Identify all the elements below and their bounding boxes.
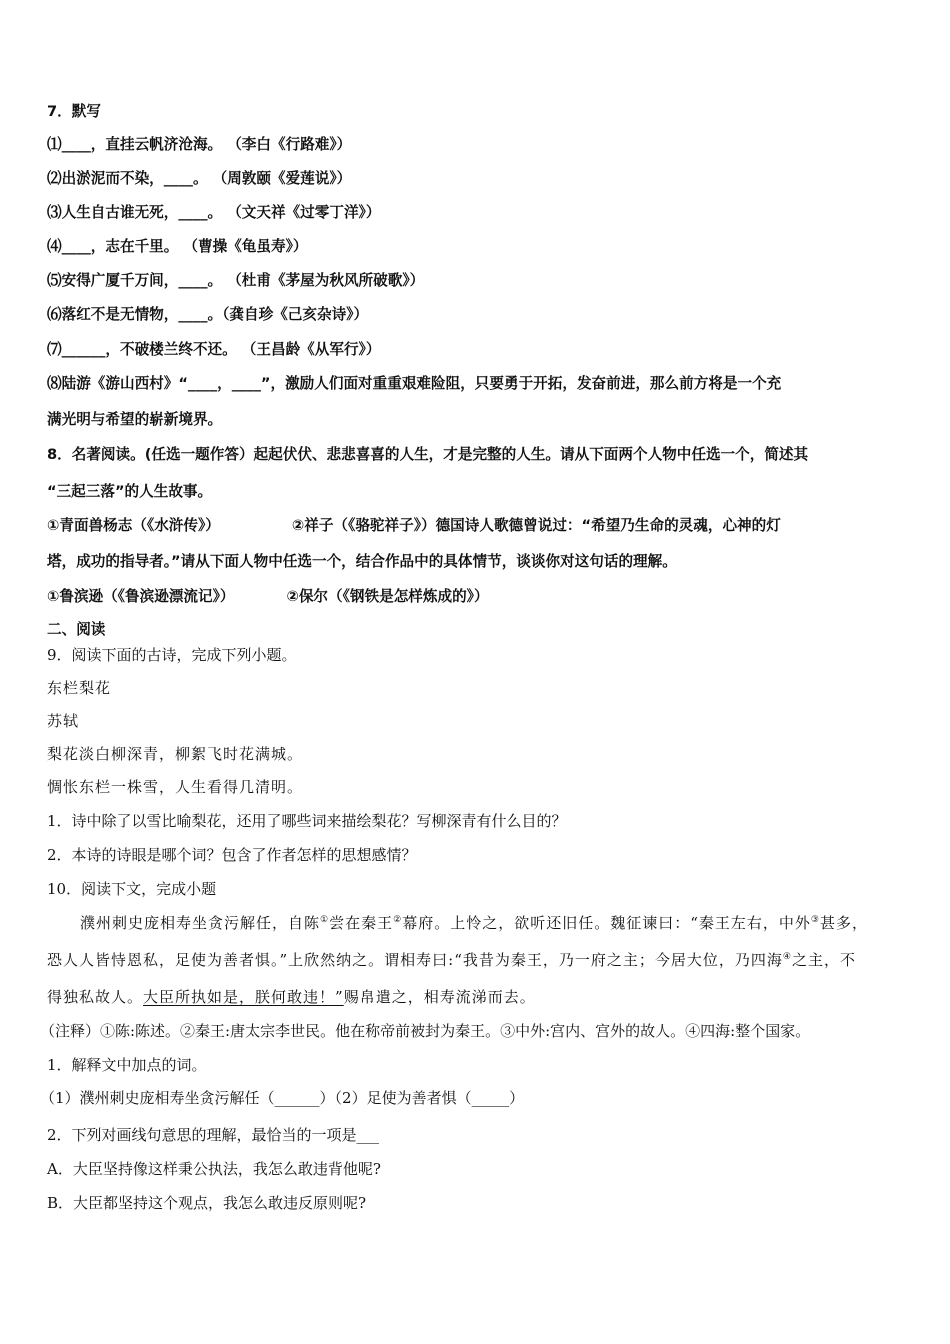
q8-option-yangzhi: ①青面兽杨志（《水浒传》） — [47, 517, 220, 534]
poem-author: 苏轼 — [47, 712, 80, 730]
passage-line-2: 恐人人皆恃恩私，足使为善者惧。”上欣然纳之。谓相寿曰:“我昔为秦王，乃一府之主；今居大位，乃四海④之主，不 — [47, 951, 856, 969]
q8-option-xiangzi: ②祥子（《骆驼祥子》）德国诗人歌德曾说过：“希望乃生命的灵魂，心神的灯 — [291, 517, 781, 534]
q7-item-5: ⑸安得广厦千万间，____。 （杜甫《茅屋为秋风所破歌》） — [47, 272, 425, 289]
q8-line-1: 8．名著阅读。(任选一题作答）起起伏伏、悲悲喜喜的人生，才是完整的人生。请从下面两个人物中任选一个，简述其 — [47, 446, 809, 463]
q7-item-4: ⑷____，志在千里。 （曹操《龟虽寿》） — [47, 238, 308, 255]
poem-verse-2: 惆怅东栏一株雪，人生看得几清明。 — [47, 778, 304, 796]
option-b: B．大臣都坚持这个观点，我怎么敢违反原则呢? — [47, 1194, 367, 1212]
q8-line-4: 塔，成功的指导者。”请从下面人物中任选一个，结合作品中的具体情节，谈谈你对这句话的理解。 — [47, 553, 677, 570]
footnote-mark-4: ④ — [782, 952, 792, 962]
passage-line-3: 得独私故人。大臣所执如是，朕何敢违！”赐帛遣之，相寿流涕而去。 — [47, 988, 536, 1006]
q7-item-7: ⑺______，不破楼兰终不还。 （王昌龄《从军行》） — [47, 341, 381, 358]
q10-sub-1: 1．解释文中加点的词。 — [47, 1056, 207, 1074]
q7-item-3: ⑶人生自古谁无死，____。 （文天祥《过零丁洋》） — [47, 204, 381, 221]
q7-item-6: ⑹落红不是无情物，____。（龚自珍《己亥杂诗》） — [47, 306, 369, 323]
poem-title: 东栏梨花 — [47, 679, 112, 697]
footnote-mark-1: ① — [320, 915, 330, 925]
q10-sub-1-items: （1）濮州刺史庞相寿坐贪污解任（______）（2）足使为善者惧（_____） — [40, 1089, 525, 1107]
q8-line-3 — [47, 516, 781, 536]
q8-line-2: “三起三落”的人生故事。 — [47, 483, 213, 500]
option-a: A．大臣坚持像这样秉公执法，我怎么敢违背他呢? — [47, 1160, 381, 1178]
q9-sub-1: 1．诗中除了以雪比喻梨花，还用了哪些词来描绘梨花？写柳深青有什么目的？ — [47, 812, 567, 830]
q8-option-robinson: ①鲁滨逊（《鲁滨逊漂流记》） — [47, 588, 235, 605]
footnote-mark-2: ② — [393, 915, 403, 925]
q7-title: 7．默写 — [47, 103, 101, 120]
passage-notes: （注释）①陈:陈述。②秦王:唐太宗李世民。他在称帝前被封为秦王。③中外:宫内、宫外的故人。④四海:整个国家。 — [40, 1022, 811, 1040]
q7-item-1: ⑴____，直挂云帆济沧海。 （李白《行路难》） — [47, 136, 352, 153]
section-reading-title: 二、阅读 — [47, 621, 106, 638]
q9-sub-2: 2．本诗的诗眼是哪个词？包含了作者怎样的思想感情？ — [47, 846, 417, 864]
q10-sub-2: 2．下列对画线句意思的理解，最恰当的一项是___ — [47, 1126, 380, 1144]
footnote-mark-3: ③ — [810, 915, 820, 925]
q10-intro: 10．阅读下文，完成小题 — [47, 880, 217, 898]
underlined-sentence: 大臣所执如是，朕何敢违！” — [143, 988, 344, 1006]
q8-option-paul: ②保尔（《钢铁是怎样炼成的》） — [286, 588, 489, 605]
q9-intro: 9．阅读下面的古诗，完成下列小题。 — [47, 646, 297, 664]
q7-item-8-cont: 满光明与希望的崭新境界。 — [47, 411, 223, 428]
passage-line-1: 濮州刺史庞相寿坐贪污解任，自陈①尝在秦王②幕府。上怜之，欲听还旧任。魏征谏曰：“秦王左右，中外③甚多， — [80, 914, 868, 932]
q7-item-2: ⑵出淤泥而不染，____。 （周敦颐《爱莲说》） — [47, 170, 352, 187]
q7-item-8: ⑻陆游《游山西村》“____，____”，激励人们面对重重艰难险阻，只要勇于开拓，发奋前进，那么前方将是一个充 — [47, 375, 782, 392]
poem-verse-1: 梨花淡白柳深青，柳絮飞时花满城。 — [47, 745, 304, 763]
q8-line-5 — [47, 587, 489, 607]
